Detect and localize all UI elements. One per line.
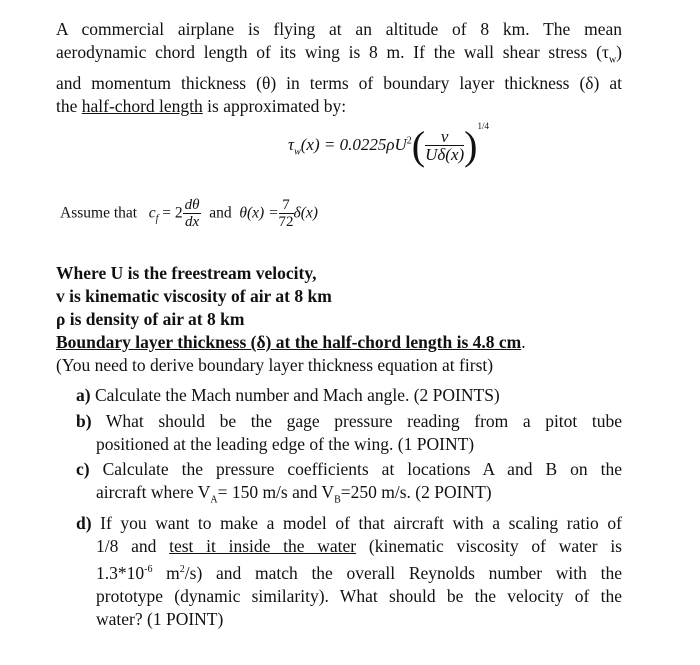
question-c: c) Calculate the pressure coefficients at locations A and B on the aircraft where $V_A= 150$ m/s and $V_B=250$ m/s. (2 POINT) (76, 459, 622, 506)
assumption-line: Assume that $c_f = 2$ $\frac{d\theta}{dx}$ and θ(x) = $\frac{7}{72}$ δ(x) (60, 197, 318, 230)
question-a: a) Calculate the Mach number and Mach angle. (2 POINTS) (76, 385, 500, 405)
def-density: ρ is density of air at 8 km (56, 309, 245, 329)
intro-line-3: and momentum thickness (θ) in terms of boundary layer thickness (δ) at (56, 72, 622, 93)
intro-line-4: the half-chord length is approximated by: (56, 95, 347, 116)
def-kinematic-viscosity: v is kinematic viscosity of air at 8 km (56, 286, 332, 306)
def-freestream: Where U is the freestream velocity, (56, 263, 317, 283)
intro-paragraph (56, 18, 622, 118)
definitions (56, 262, 622, 377)
intro-line-2: aerodynamic chord length of its wing is 8 m. If the wall shear stress $(\tau_w)$ (56, 42, 622, 66)
intro-line-1: A commercial airplane is flying at an altitude of 8 km. The mean (56, 19, 622, 39)
question-b: b) What should be the gage pressure reading from a pitot tube positioned at the leading edge of the wing. (1 POINT) (76, 411, 622, 454)
shear-stress-equation: $\tau_w(x) = 0.0225\rho U^2$( $\frac{\nu}{U\delta(x)}$ )$^{1/4}$ (288, 121, 490, 168)
question-d: d) If you want to make a model of that aircraft with a scaling ratio of 1/8 and test it inside the water (kinematic viscosity of water is $1.3*10^{-6}$ $m^2/s$) and match the overall Reynolds number with the prototype (dynamic similarity). What should be the velocity of the water? (1 POINT) (76, 513, 622, 629)
derive-note: (You need to derive boundary layer thickness equation at first) (56, 355, 494, 375)
def-boundary-layer: Boundary layer thickness (δ) at the half-chord length is 4.8 cm. (56, 332, 526, 352)
